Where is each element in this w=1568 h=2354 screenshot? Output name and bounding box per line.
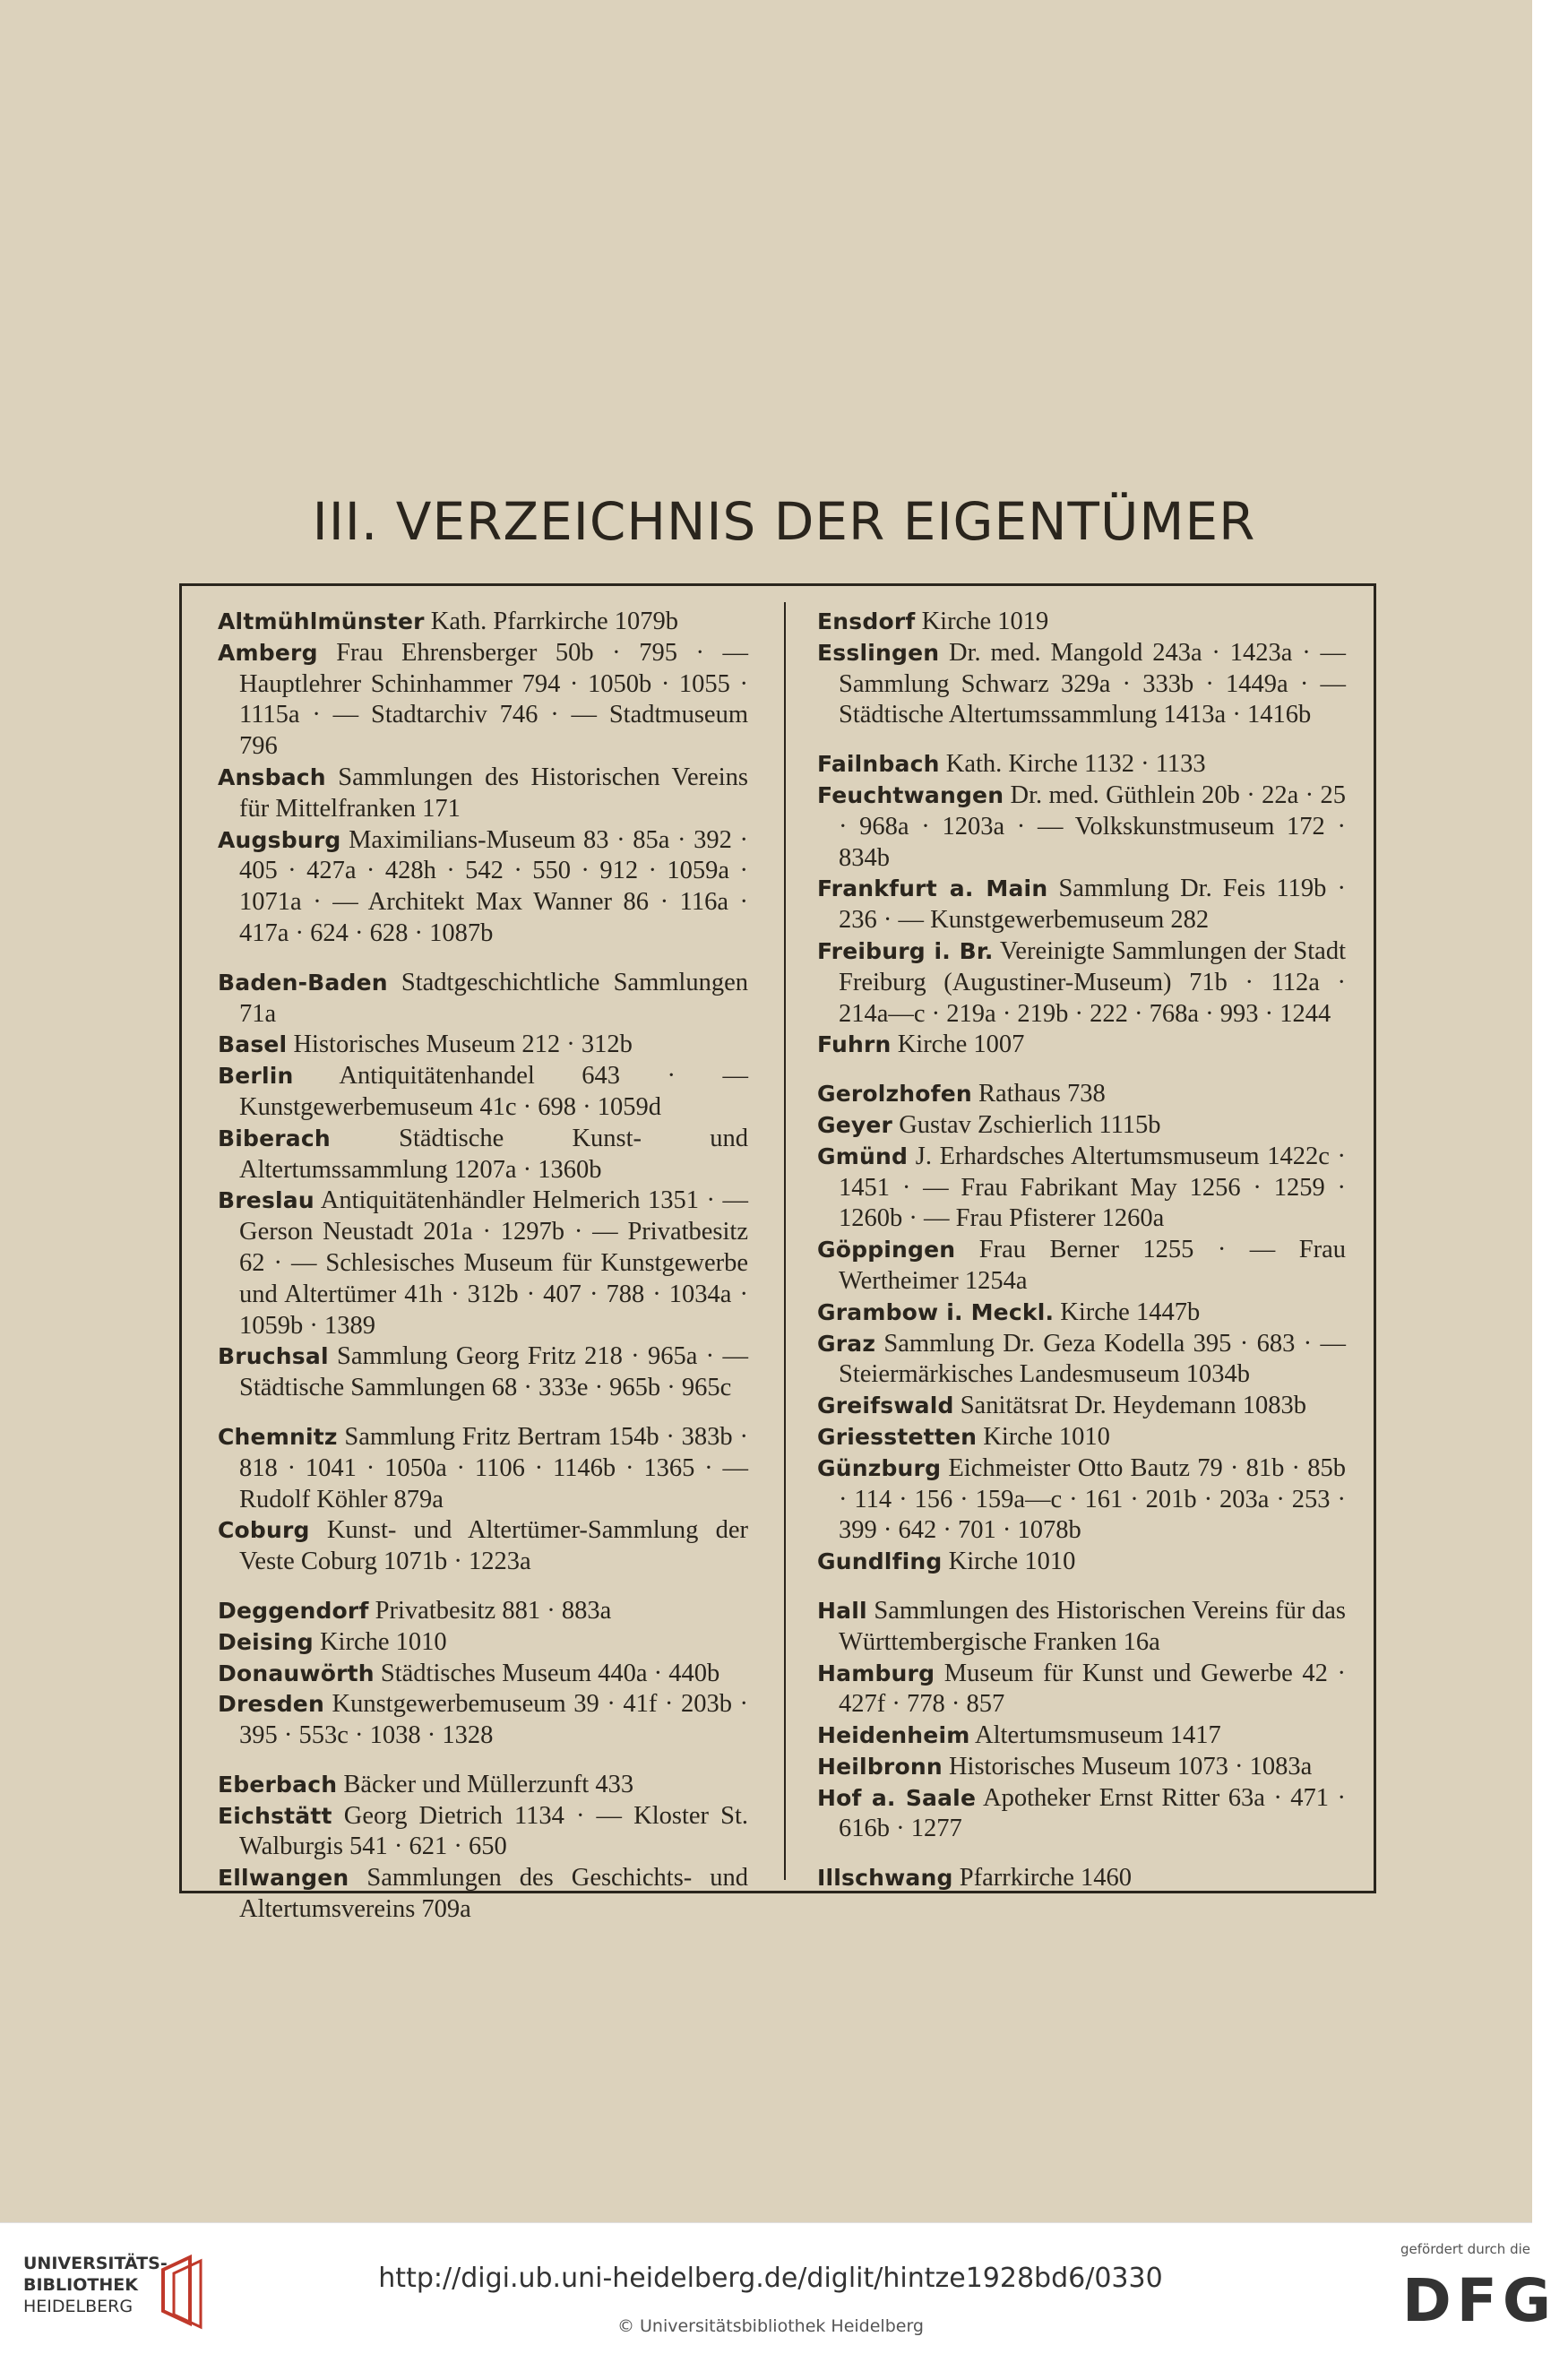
index-entry (218, 607, 748, 638)
owner-references: Kath. Kirche 1132 · 1133 (939, 750, 1206, 779)
owner-references: Privatbesitz 881 · 883a (368, 1596, 612, 1625)
index-entry (218, 638, 748, 763)
place-name: Frankfurt a. Main (817, 875, 1048, 902)
index-entry (817, 780, 1346, 874)
index-entry (218, 763, 748, 825)
index-entry (817, 1298, 1346, 1329)
place-name: Illschwang (817, 1865, 953, 1892)
index-entry (218, 1186, 748, 1341)
owner-references: Dr. med. Mangold 243a · 1423a · — Sammlung Schwarz 329a · 333b · 1449a · — Städtische Altertumssammlung 1413a · 1416b (839, 638, 1346, 729)
owner-references: Kunstgewerbemuseum 39 · 41f · 203b · 395 · 553c · 1038 · 1328 (239, 1690, 748, 1750)
index-entry (817, 1391, 1346, 1422)
index-entry (817, 1863, 1346, 1894)
place-name: Hof a. Saale (817, 1784, 977, 1811)
right-column (817, 607, 1346, 1894)
owner-references: Historisches Museum 212 · 312b (287, 1030, 633, 1059)
index-entry (817, 1453, 1346, 1547)
place-name: Heidenheim (817, 1722, 970, 1749)
owner-references: Sammlungen des Geschichts- und Altertumsvereins 709a (239, 1864, 748, 1924)
owner-references: Sanitätsrat Dr. Heydemann 1083b (953, 1392, 1306, 1420)
index-entry (817, 1422, 1346, 1453)
owner-references: Pfarrkirche 1460 (952, 1864, 1133, 1893)
index-entry (218, 1061, 748, 1124)
entry-gap (218, 1752, 748, 1770)
entry-gap (218, 1404, 748, 1422)
owner-references: Antiquitätenhändler Helmerich 1351 · — Gerson Neustadt 201a · 1297b · — Privatbesitz 62 · — Schlesisches Museum für Kunstgewerbe und Altertümer 41h · 312b · 407 · 788 · 1034a · 1059b · 1389 (239, 1186, 748, 1340)
place-name: Griesstetten (817, 1423, 978, 1450)
place-name: Breslau (218, 1187, 314, 1214)
index-entry (218, 1422, 748, 1515)
place-name: Donauwörth (218, 1660, 375, 1686)
index-entry (218, 1030, 748, 1061)
owner-references: Sammlungen des Historischen Vereins für das Württembergische Franken 16a (839, 1596, 1346, 1656)
place-name: Göppingen (817, 1237, 956, 1263)
copyright-notice: © Universitätsbibliothek Heidelberg (616, 2316, 924, 2336)
owner-references: Sammlung Dr. Geza Kodella 395 · 683 · — Steiermärkisches Landesmuseum 1034b (839, 1329, 1346, 1389)
place-name: Chemnitz (218, 1423, 338, 1450)
owner-references: Apotheker Ernst Ritter 63a · 471 · 616b · 1277 (839, 1783, 1346, 1843)
index-entry (817, 1235, 1346, 1298)
place-name: Eberbach (218, 1771, 338, 1798)
owner-references: Historisches Museum 1073 · 1083a (942, 1752, 1313, 1781)
owner-references: Kirche 1007 (891, 1030, 1025, 1059)
owner-references: Maximilians-Museum 83 · 85a · 392 · 405 · 427a · 428h · 542 · 550 · 912 · 1059a · 1071a · — Architekt Max Wanner 86 · 116a · 417a · 624 · 628 · 1087b (239, 825, 748, 947)
place-name: Biberach (218, 1125, 331, 1151)
owner-references: Museum für Kunst und Gewerbe 42 · 427f · 778 · 857 (839, 1659, 1346, 1719)
index-entry (218, 1659, 748, 1690)
index-entry (218, 1515, 748, 1578)
owner-references: Städtisches Museum 440a · 440b (374, 1659, 720, 1687)
index-entry (218, 1627, 748, 1659)
index-entry (817, 1030, 1346, 1061)
footer-bar (0, 2222, 1557, 2354)
funding-note: gefördert durch die (1400, 2241, 1530, 2257)
place-name: Fuhrn (817, 1031, 892, 1058)
place-name: Esslingen (817, 639, 940, 666)
owner-references: Kirche 1010 (942, 1548, 1076, 1576)
place-name: Grambow i. Meckl. (817, 1298, 1055, 1325)
logo-line-2: BIBLIOTHEK (23, 2275, 138, 2295)
owner-references: Kirche 1010 (313, 1627, 447, 1656)
owner-references: Altertumsmuseum 1417 (969, 1721, 1221, 1750)
place-name: Eichstätt (218, 1802, 332, 1829)
dfg-logo[interactable]: DFG (1402, 2266, 1557, 2335)
index-entry (218, 1689, 748, 1752)
owner-references: Kirche 1447b (1054, 1298, 1201, 1326)
logo-line-3: HEIDELBERG (23, 2297, 134, 2316)
entry-gap (218, 950, 748, 968)
owner-references: Rathaus 738 (971, 1080, 1106, 1108)
place-name: Gundlfing (817, 1548, 943, 1575)
index-entry (218, 825, 748, 950)
owner-references: Kunst- und Altertümer-Sammlung der Veste Coburg 1071b · 1223a (239, 1516, 748, 1576)
index-entry (218, 1341, 748, 1404)
ub-heidelberg-logo[interactable] (23, 2250, 238, 2331)
index-entry (817, 874, 1346, 936)
place-name: Hall (817, 1597, 867, 1624)
index-entry (218, 1863, 748, 1926)
owner-references: J. Erhardsches Altertumsmuseum 1422c · 1451 · — Frau Fabrikant May 1256 · 1259 · 1260b · — Frau Pfisterer 1260a (839, 1142, 1346, 1233)
place-name: Coburg (218, 1517, 310, 1544)
index-entry (218, 1124, 748, 1186)
place-name: Deggendorf (218, 1597, 369, 1624)
permalink-url[interactable]: http://digi.ub.uni-heidelberg.de/diglit/hintze1928bd6/0330 (378, 2263, 1163, 2294)
place-name: Feuchtwangen (817, 781, 1004, 808)
place-name: Dresden (218, 1691, 324, 1718)
owner-references: Sammlungen des Historischen Vereins für Mittelfranken 171 (239, 763, 748, 823)
owner-references: Kirche 1010 (977, 1422, 1110, 1451)
place-name: Geyer (817, 1111, 893, 1138)
owner-references: Kath. Pfarrkirche 1079b (424, 608, 678, 635)
owner-references: Antiquitätenhandel 643 · — Kunstgewerbemuseum 41c · 698 · 1059d (239, 1062, 748, 1121)
place-name: Bruchsal (218, 1343, 329, 1370)
index-entry (817, 1752, 1346, 1783)
index-entry (218, 1801, 748, 1864)
entry-gap (817, 731, 1346, 749)
index-entry (817, 1783, 1346, 1846)
place-name: Günzburg (817, 1454, 942, 1481)
place-name: Augsburg (218, 826, 341, 853)
entry-gap (218, 1578, 748, 1596)
owner-references: Frau Ehrensberger 50b · 795 · — Hauptlehrer Schinhammer 794 · 1050b · 1055 · 1115a · — Stadtarchiv 746 · — Stadtmuseum 796 (239, 638, 748, 761)
index-entry (817, 749, 1346, 780)
place-name: Berlin (218, 1063, 294, 1090)
index-entry (817, 607, 1346, 638)
index-entry (817, 1547, 1346, 1578)
place-name: Ansbach (218, 763, 326, 790)
index-entry (817, 1659, 1346, 1721)
place-name: Ensdorf (817, 608, 916, 634)
index-entry (218, 1770, 748, 1801)
place-name: Gerolzhofen (817, 1081, 972, 1108)
index-entry (218, 1596, 748, 1627)
place-name: Baden-Baden (218, 969, 388, 996)
place-name: Failnbach (817, 751, 940, 778)
index-entry (817, 1142, 1346, 1235)
index-entry (817, 1596, 1346, 1659)
left-column (218, 607, 748, 1926)
index-entry (817, 638, 1346, 731)
owner-references: Sammlung Fritz Bertram 154b · 383b · 818 · 1041 · 1050a · 1106 · 1146b · 1365 · — Rudolf Köhler 879a (239, 1422, 748, 1513)
owner-references: Sammlung Dr. Feis 119b · 236 · — Kunstgewerbemuseum 282 (839, 875, 1346, 935)
index-entry (817, 1329, 1346, 1392)
owner-references: Eichmeister Otto Bautz 79 · 81b · 85b · 114 · 156 · 159a—c · 161 · 201b · 203a · 253 · 399 · 642 · 701 · 1078b (839, 1453, 1346, 1545)
entry-gap (817, 1845, 1346, 1863)
page-title: III. VERZEICHNIS DER EIGENTÜMER (312, 491, 1256, 552)
place-name: Hamburg (817, 1660, 935, 1686)
place-name: Altmühlmünster (218, 608, 425, 634)
owner-references: Stadtgeschichtliche Sammlungen 71a (239, 968, 748, 1028)
owner-references: Frau Berner 1255 · — Frau Wertheimer 1254a (839, 1236, 1346, 1295)
owner-references: Städtische Kunst- und Altertumssammlung 1207a · 1360b (239, 1124, 748, 1184)
index-entry (218, 968, 748, 1030)
index-entry (817, 1110, 1346, 1142)
place-name: Amberg (218, 639, 318, 666)
column-divider (784, 602, 786, 1880)
place-name: Deising (218, 1628, 314, 1655)
owner-references: Dr. med. Güthlein 20b · 22a · 25 · 968a · 1203a · — Volkskunstmuseum 172 · 834b (839, 780, 1346, 872)
place-name: Freiburg i. Br. (817, 937, 994, 964)
logo-line-1: UNIVERSITÄTS- (23, 2254, 168, 2273)
entry-gap (817, 1578, 1346, 1596)
place-name: Ellwangen (218, 1865, 349, 1892)
index-entry (817, 936, 1346, 1030)
owner-references: Sammlung Georg Fritz 218 · 965a · — Städtische Sammlungen 68 · 333e · 965b · 965c (239, 1342, 748, 1402)
index-entry (817, 1079, 1346, 1110)
place-name: Heilbronn (817, 1753, 943, 1780)
entry-gap (817, 1061, 1346, 1079)
place-name: Basel (218, 1031, 288, 1058)
library-mark-icon (154, 2252, 217, 2329)
place-name: Graz (817, 1330, 876, 1357)
owner-references: Vereinigte Sammlungen der Stadt Freiburg (Augustiner-Museum) 71b · 112a · 214a—c · 219a · 219b · 222 · 768a · 993 · 1244 (839, 936, 1346, 1028)
index-entry (817, 1720, 1346, 1752)
place-name: Greifswald (817, 1393, 954, 1419)
owner-references: Gustav Zschierlich 1115b (892, 1110, 1161, 1139)
owner-references: Kirche 1019 (915, 608, 1049, 635)
owner-references: Georg Dietrich 1134 · — Kloster St. Walburgis 541 · 621 · 650 (239, 1801, 748, 1861)
owner-references: Bäcker und Müllerzunft 433 (337, 1770, 634, 1798)
place-name: Gmünd (817, 1143, 909, 1169)
